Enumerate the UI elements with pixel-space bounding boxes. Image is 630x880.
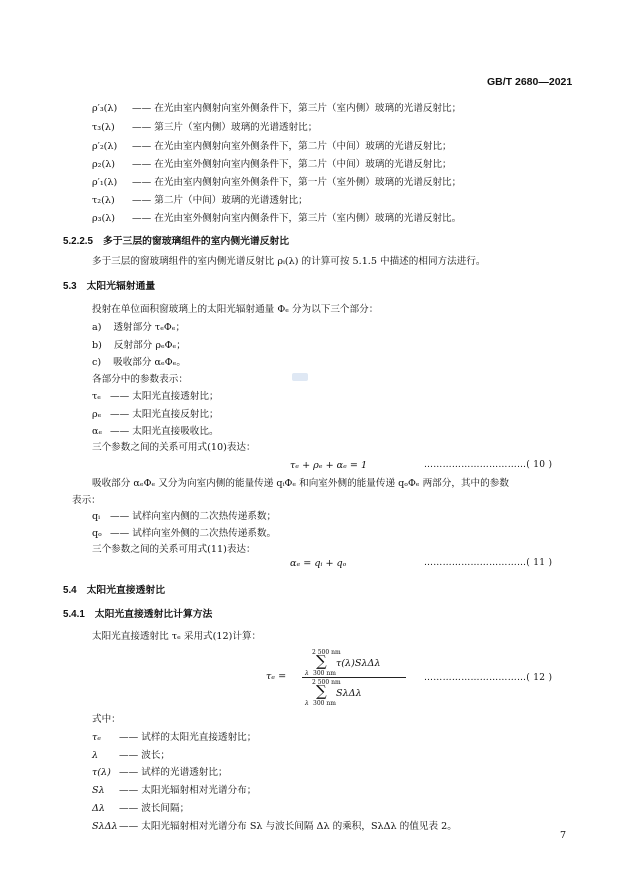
def-desc: —— 在光由室外侧射向室内侧条件下，第二片（中间）玻璃的光谱反射比；: [132, 159, 452, 170]
def-row: [92, 176, 462, 189]
page-number: 7: [560, 830, 567, 841]
list-marker: a): [92, 322, 102, 333]
param-symbol: qₒ: [92, 528, 102, 539]
equation-10: τₑ + ρₑ + αₑ = 1: [290, 460, 368, 471]
def-desc: —— 在光由室外侧射向室内侧条件下，第三片（室内侧）玻璃的光谱反射比。: [132, 213, 462, 224]
where-label: 式中：: [92, 714, 121, 725]
def-symbol: ρ′₃(λ): [92, 103, 118, 114]
section-title: 太阳光辐射通量: [86, 281, 156, 292]
section-heading-541: [63, 606, 212, 620]
equation-number-12: ……………………………( 12 ): [424, 673, 553, 683]
def-desc: —— 波长间隔；: [119, 803, 190, 814]
def-desc: —— 试样的光谱透射比；: [119, 767, 228, 778]
fraction-line: [302, 677, 406, 678]
param-symbol: qᵢ: [92, 511, 101, 522]
def-symbol: τ₂(λ): [92, 195, 115, 206]
def-symbol: Δλ: [92, 803, 106, 814]
def-row: [92, 820, 457, 833]
numerator-expression: τ(λ)SλΔλ: [336, 658, 381, 669]
sum-upper-limit: 2 500 nm: [312, 649, 341, 656]
eq12-lhs: τₑ =: [266, 671, 287, 682]
def-row: [92, 766, 228, 779]
def-row: [92, 102, 462, 115]
sum-lower-var: λ: [305, 670, 309, 677]
param-row: [92, 390, 219, 403]
param-desc: —— 太阳光直接吸收比。: [110, 426, 219, 437]
list-item: [92, 339, 186, 352]
section-title: 太阳光直接透射比计算方法: [94, 609, 213, 620]
list-item: [92, 321, 185, 334]
section-number: 5.4: [63, 585, 77, 596]
def-desc: —— 太阳光辐射相对光谱分布；: [119, 785, 257, 796]
sum-lower-var: λ: [305, 700, 309, 707]
def-desc: —— 波长；: [119, 750, 171, 761]
paragraph: 投射在单位面积窗玻璃上的太阳光辐射通量 Φₑ 分为以下三个部分：: [92, 304, 379, 315]
section-number: 5.2.2.5: [63, 236, 93, 247]
sum-upper-limit: 2 500 nm: [312, 679, 341, 686]
paragraph: 各部分中的参数表示：: [92, 374, 188, 385]
def-desc: —— 第二片（中间）玻璃的光谱透射比；: [132, 195, 308, 206]
section-heading-54: [63, 582, 165, 596]
def-row: [92, 158, 452, 171]
section-number: 5.4.1: [63, 609, 85, 620]
param-desc: —— 试样向室外侧的二次热传递系数。: [110, 528, 277, 539]
section-heading-5225: [63, 233, 289, 247]
def-desc: —— 试样的太阳光直接透射比；: [119, 732, 257, 743]
param-row: [92, 425, 219, 438]
def-symbol: τ₃(λ): [92, 122, 115, 133]
param-desc: —— 太阳光直接透射比；: [110, 391, 219, 402]
def-row: [92, 121, 318, 134]
def-desc: —— 在光由室内侧射向室外侧条件下，第一片（室外侧）玻璃的光谱反射比；: [132, 177, 462, 188]
sigma-symbol: ∑: [316, 652, 327, 670]
param-row: [92, 527, 277, 540]
equation-11: αₑ = qᵢ + qₒ: [290, 558, 347, 569]
param-row: [92, 510, 277, 523]
standard-code: GB/T 2680—2021: [487, 76, 573, 88]
def-symbol: SλΔλ: [92, 821, 118, 832]
section-title: 多于三层的窗玻璃组件的室内侧光谱反射比: [102, 236, 290, 247]
paragraph-cont: 表示：: [72, 495, 101, 506]
sum-lower-limit: 300 nm: [313, 700, 336, 707]
def-symbol: Sλ: [92, 785, 105, 796]
paragraph: 太阳光直接透射比 τₑ 采用式(12)计算：: [92, 631, 262, 642]
def-symbol: ρ′₁(λ): [92, 177, 118, 188]
list-text: 吸收部分 αₑΦₑ。: [113, 357, 186, 368]
equation-number-11: ……………………………( 11 ): [424, 558, 553, 568]
def-symbol: τ(λ): [92, 767, 111, 778]
def-row: [92, 749, 171, 762]
denominator-expression: SλΔλ: [336, 688, 362, 699]
param-symbol: τₑ: [92, 391, 102, 402]
watermark-logo: [292, 373, 308, 381]
param-row: [92, 408, 219, 421]
section-number: 5.3: [63, 281, 77, 292]
def-row: [92, 194, 308, 207]
def-symbol: ρ′₂(λ): [92, 141, 118, 152]
def-symbol: λ: [92, 750, 99, 761]
list-text: 透射部分 τₑΦₑ；: [113, 322, 186, 333]
section-title: 太阳光直接透射比: [86, 585, 165, 596]
def-symbol: ρ₃(λ): [92, 213, 116, 224]
list-item: [92, 356, 186, 369]
def-symbol: ρ₂(λ): [92, 159, 116, 170]
list-marker: c): [92, 357, 102, 368]
list-marker: b): [92, 340, 102, 351]
paragraph: 多于三层的窗玻璃组件的室内侧光谱反射比 ρᵢ(λ) 的计算可按 5.1.5 中描述的相同方法进行。: [92, 256, 486, 267]
def-row: [92, 140, 452, 153]
sigma-symbol: ∑: [316, 682, 327, 700]
sum-lower-limit: 300 nm: [313, 670, 336, 677]
def-desc: —— 在光由室内侧射向室外侧条件下，第三片（室内侧）玻璃的光谱反射比；: [132, 103, 462, 114]
def-row: [92, 784, 257, 797]
section-heading-53: [63, 278, 155, 292]
paragraph: 三个参数之间的关系可用式(11)表达：: [92, 544, 256, 555]
def-desc: —— 在光由室内侧射向室外侧条件下，第二片（中间）玻璃的光谱反射比；: [132, 141, 452, 152]
param-symbol: ρₑ: [92, 409, 102, 420]
paragraph: 三个参数之间的关系可用式(10)表达：: [92, 442, 256, 453]
paragraph: 吸收部分 αₑΦₑ 又分为向室内侧的能量传递 qᵢΦₑ 和向室外侧的能量传递 qₒΦₑ 两部分，其中的参数: [92, 478, 509, 489]
def-row: [92, 212, 462, 225]
param-desc: —— 太阳光直接反射比；: [110, 409, 219, 420]
def-row: [92, 802, 190, 815]
equation-number-10: ……………………………( 10 ): [424, 460, 553, 470]
param-symbol: αₑ: [92, 426, 103, 437]
list-text: 反射部分 ρₑΦₑ；: [113, 340, 186, 351]
def-symbol: τₑ: [92, 732, 102, 743]
def-row: [92, 731, 257, 744]
param-desc: —— 试样向室内侧的二次热传递系数；: [110, 511, 277, 522]
def-desc: —— 太阳光辐射相对光谱分布 Sλ 与波长间隔 Δλ 的乘积，SλΔλ 的值见表 2。: [119, 821, 457, 832]
def-desc: —— 第三片（室内侧）玻璃的光谱透射比；: [132, 122, 318, 133]
